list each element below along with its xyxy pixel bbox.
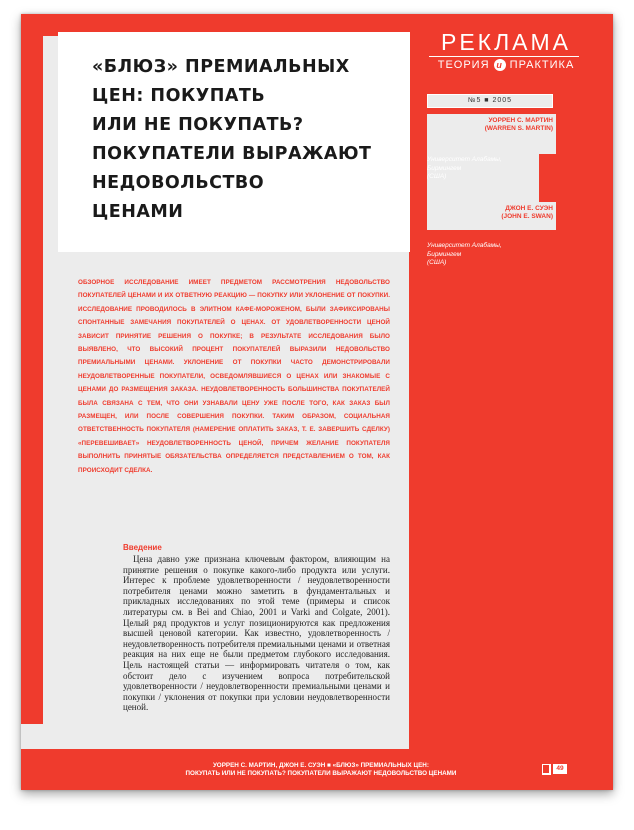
author-1-name: УОРРЕН С. МАРТИН <box>488 117 553 124</box>
author-1-name-en: (WARREN S. MARTIN) <box>484 125 553 132</box>
author-1-affiliation <box>427 156 502 182</box>
affiliation-line: Университет Алабамы, <box>427 242 502 249</box>
title-line: ЦЕНАМИ <box>92 202 184 222</box>
article-title <box>92 53 392 227</box>
affiliation-line: (США) <box>427 173 447 180</box>
section-heading: Введение <box>123 543 162 552</box>
footer-line-2: ПОКУПАТЬ ИЛИ НЕ ПОКУПАТЬ? ПОКУПАТЕЛИ ВЫРАЖАЮТ НЕДОВОЛЬСТВО ЦЕНАМИ <box>185 770 457 777</box>
body-paragraph: Цена давно уже признана ключевым фактором, влияющим на принятие решения о покупке какого-либо продукта или услуги. Интерес к проблеме удовлетворенности / неудовлетворенности потребителя ценами можно заметить в фундаментальных и прикладных исследованиях по этой теме (примеры и список литературы см. в Bei and Chiao, 2001 и Varki and Colgate, 2001). Целый ряд продуктов и услуг позиционируются как предложения высшей ценовой категории. Как известно, удовлетворенность / неудовлетворенность потребителя премиальными ценами и ответная реакция на них еще не были предметом глубокого исследования. Цель настоящей статьи — информировать читателя о том, как обстоит дело с изучением вопроса потребительской удовлетворенности / неудовлетворенности премиальными ценами и покупки / уклонения от покупки при условии неудовлетворенности ценой. <box>123 554 390 713</box>
logo-divider <box>429 56 579 57</box>
red-frame-left <box>21 14 43 724</box>
author-2-box <box>427 202 556 230</box>
title-line: ЦЕН: ПОКУПАТЬ <box>92 86 266 106</box>
affiliation-line: Бирмингем <box>427 250 462 258</box>
page-number: 49 <box>553 764 567 774</box>
magazine-page <box>21 14 613 790</box>
logo-sub-right: ПРАКТИКА <box>509 59 575 71</box>
logo-sub-left: ТЕОРИЯ <box>437 59 490 71</box>
title-box <box>58 32 410 252</box>
title-line: «БЛЮЗ» ПРЕМИАЛЬНЫХ <box>92 57 350 77</box>
issue-number: №5 ■ 2005 <box>427 94 553 108</box>
affiliation-line: Университет Алабамы, <box>427 156 502 163</box>
running-footer <box>171 762 471 778</box>
title-line: ИЛИ НЕ ПОКУПАТЬ? <box>92 115 304 135</box>
affiliation-line: (США) <box>427 259 447 266</box>
footer-line-1: УОРРЕН С. МАРТИН, ДЖОН Е. СУЭН ■ «БЛЮЗ» ПРЕМИАЛЬНЫХ ЦЕН: <box>213 762 429 769</box>
magazine-logo-subtitle <box>431 59 581 71</box>
logo-and-mark: и <box>494 59 506 71</box>
page-corner-icon <box>542 764 551 775</box>
author-2-affiliation <box>427 242 502 268</box>
title-line: ПОКУПАТЕЛИ ВЫРАЖАЮТ <box>92 144 372 164</box>
magazine-logo: РЕКЛАМА <box>440 29 571 55</box>
abstract: ОБЗОРНОЕ ИССЛЕДОВАНИЕ ИМЕЕТ ПРЕДМЕТОМ РАССМОТРЕНИЯ НЕДОВОЛЬСТВО ПОКУПАТЕЛЕЙ ЦЕНАМИ И ИХ ОТВЕТНУЮ РЕАКЦИЮ — ПОКУПКУ ИЛИ УКЛОНЕНИЕ ОТ ПОКУПКИ. ИССЛЕДОВАНИЕ ПРОВОДИЛОСЬ В ЭЛИТНОМ КАФЕ-МОРОЖЕНОМ, БЫЛИ ЗАФИКСИРОВАНЫ СПОНТАННЫЕ ЗАМЕЧАНИЯ ПОКУПАТЕЛЕЙ О ЦЕНАХ. ОТ УДОВЛЕТВОРЕННОСТИ ЦЕНОЙ ЗАВИСИТ ПРИНЯТИЕ РЕШЕНИЯ О ПОКУПКЕ; В РЕЗУЛЬТАТЕ ИССЛЕДОВАНИЯ БЫЛО ВЫЯВЛЕНО, ЧТО ВЫСОКИЙ ПРОЦЕНТ ПОКУПАТЕЛЕЙ ВЫРАЗИЛИ НЕДОВОЛЬСТВО ПРЕМИАЛЬНЫМИ ЦЕНАМИ. УКЛОНЕНИЕ ОТ ПОКУПКИ ЧАСТО ДЕМОНСТРИРОВАЛИ НЕУДОВЛЕТВОРЕННЫЕ ПОКУПАТЕЛИ, ОСВЕДОМЛЯВШИЕСЯ О ЦЕНАХ ИЛИ ЗНАКОМЫЕ С ЦЕНАМИ ДО РАЗМЕЩЕНИЯ ЗАКАЗА. НЕУДОВЛЕТВОРЕННОСТЬ БОЛЬШИНСТВА ПОКУПАТЕЛЕЙ БЫЛА СВЯЗАНА С ТЕМ, ЧТО ОНИ УЗНАВАЛИ ЦЕНУ УЖЕ ПОСЛЕ ТОГО, КАК ЗАКАЗ БЫЛ РАЗМЕЩЕН, ИЛИ ПОСЛЕ СОВЕРШЕНИЯ ПОКУПКИ. ТАКИМ ОБРАЗОМ, СОЦИАЛЬНАЯ ОТВЕТСТВЕННОСТЬ ПОКУПАТЕЛЯ (НАМЕРЕНИЕ ОПЛАТИТЬ ЗАКАЗ, Т. Е. ЗАВЕРШИТЬ СДЕЛКУ) «ПЕРЕВЕШИВАЕТ» НЕУДОВЛЕТВОРЕННОСТЬ ЦЕНОЙ, ПРИЧЕМ ЖЕЛАНИЕ ПОКУПАТЕЛЯ ВЫПОЛНИТЬ ПРИНЯТЫЕ ОБЯЗАТЕЛЬСТВА ОПРЕДЕЛЯЕТСЯ ПРЕДСТАВЛЕНИЕМ О ТОМ, КАК ПРОИСХОДИТ СДЕЛКА. <box>78 279 390 474</box>
affiliation-line: Бирмингем <box>427 164 462 172</box>
title-line: НЕДОВОЛЬСТВО <box>92 173 265 193</box>
author-2-name: ДЖОН Е. СУЭН <box>505 205 553 212</box>
author-2-name-en: (JOHN E. SWAN) <box>501 213 553 220</box>
